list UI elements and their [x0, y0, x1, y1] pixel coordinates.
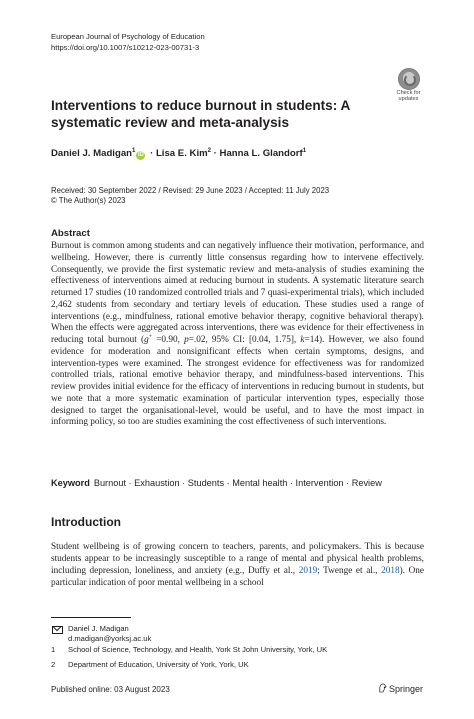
- journal-name: European Journal of Psychology of Education: [51, 32, 205, 41]
- author-name[interactable]: Hanna L. Glandorf: [219, 148, 303, 159]
- abstract-heading: Abstract: [51, 228, 90, 239]
- author-separator: ·: [150, 148, 154, 159]
- introduction-body: [51, 542, 424, 590]
- history-dates: Received: 30 September 2022 / Revised: 29 June 2023 / Accepted: 11 July 2023: [51, 186, 330, 195]
- author-name[interactable]: Daniel J. Madigan: [51, 148, 133, 159]
- springer-horse-icon: [378, 683, 387, 693]
- abstract-body: [51, 241, 424, 429]
- orcid-icon[interactable]: iD: [137, 152, 144, 158]
- author-name[interactable]: Lisa E. Kim: [155, 148, 208, 159]
- affiliation-1: School of Science, Technology, and Health, York St John University, York, UK: [68, 645, 328, 654]
- footnote-divider: [51, 617, 131, 618]
- citation-link[interactable]: 2019: [298, 565, 318, 576]
- corresponding-name: Daniel J. Madigan: [68, 624, 129, 633]
- stat-g: g: [144, 335, 149, 345]
- affiliation-2-number: 2: [51, 660, 56, 669]
- intro-text-3: ). One particular indication of poor mental wellbeing in a school: [51, 565, 424, 588]
- stat-g-sup: +: [148, 334, 153, 340]
- article-title: Interventions to reduce burnout in students: A systematic review and meta-analysis: [51, 98, 350, 130]
- author-list: [51, 148, 306, 160]
- corresponding-author: [68, 624, 151, 644]
- affiliation-marker: 2: [207, 148, 211, 154]
- envelope-icon: [52, 626, 63, 634]
- stat-g-value: =0.90,: [152, 335, 185, 345]
- abstract-text-2: However, we also found evidence for moderation and nonsignificant effects when certain symptoms, designs, and intervention-types were examined. The strongest evidence for effectiveness was for randomized controlled trials, rational emotive behavior therapy, and mindfulness-based interventions. This review provides initial evidence for the efficacy of interventions in reducing burnout in students, but we note that a more systematic examination of particular intervention types, especially those designed to target the organisational-level, would be useful, and to have the most impact in informing policy, so too are studies examining the cost effectiveness of such interventions.: [51, 335, 424, 428]
- badge-line2: updates: [398, 96, 419, 103]
- check-updates-icon: [398, 68, 420, 90]
- stat-p-value: =.02, 95% CI: [0.04, 1.75],: [188, 335, 301, 345]
- article-dates: [51, 186, 329, 206]
- stat-p: p: [184, 335, 189, 345]
- doi-link[interactable]: https://doi.org/10.1007/s10212-023-00731-3: [51, 42, 200, 52]
- introduction-heading: Introduction: [51, 515, 121, 529]
- abstract-text-1: Burnout is common among students and can negatively influence their motivation, performance, and wellbeing. However, there is currently little consensus regarding how to intervene effectively. Consequently, we provide the first systematic review and meta-analysis of studies examining the effectiveness of interventions aimed at reducing burnout in students. A systematic literature search returned 17 studies (10 randomized controlled trials and 7 quasi-experimental trials), which included 2,462 students from secondary and tertiary levels of education. These studies used a range of interventions (e.g., mindfulness, rational emotive behavior therapy, cognitive behavioral therapy). When the effects were aggregated across interventions, there was evidence for their effectiveness in reducing total burnout (: [51, 241, 424, 345]
- journal-header: [51, 32, 205, 53]
- keywords: [51, 478, 382, 488]
- publisher-logo: [378, 683, 423, 694]
- affiliation-2: Department of Education, University of York, York, UK: [68, 660, 249, 669]
- badge-line1: Check for: [396, 90, 421, 96]
- published-date: Published online: 03 August 2023: [51, 685, 170, 694]
- copyright: © The Author(s) 2023: [51, 196, 126, 205]
- author-separator: ·: [213, 148, 217, 159]
- affiliation-1-number: 1: [51, 645, 56, 654]
- affiliation-marker: 1: [302, 148, 307, 154]
- affiliation-marker: 1: [132, 148, 136, 154]
- check-for-updates-badge[interactable]: [392, 68, 425, 102]
- intro-text-2: ; Twenge et al.,: [317, 565, 382, 576]
- stat-k: k: [300, 335, 305, 345]
- citation-link[interactable]: 2018: [381, 565, 400, 576]
- keywords-list: Burnout · Exhaustion · Students · Mental health · Intervention · Review: [93, 478, 382, 488]
- keywords-label: Keyword: [51, 478, 90, 488]
- intro-text-1: Student wellbeing is of growing concern to teachers, parents, and policymakers. This is because students appear to be increasingly susceptible to a range of mental and physical health problems, including depression, loneliness, and anxiety (e.g., Duffy et al.,: [51, 542, 424, 576]
- corresponding-email[interactable]: d.madigan@yorksj.ac.uk: [68, 634, 152, 643]
- publisher-name: Springer: [389, 684, 424, 694]
- stat-k-value: =14).: [304, 335, 329, 345]
